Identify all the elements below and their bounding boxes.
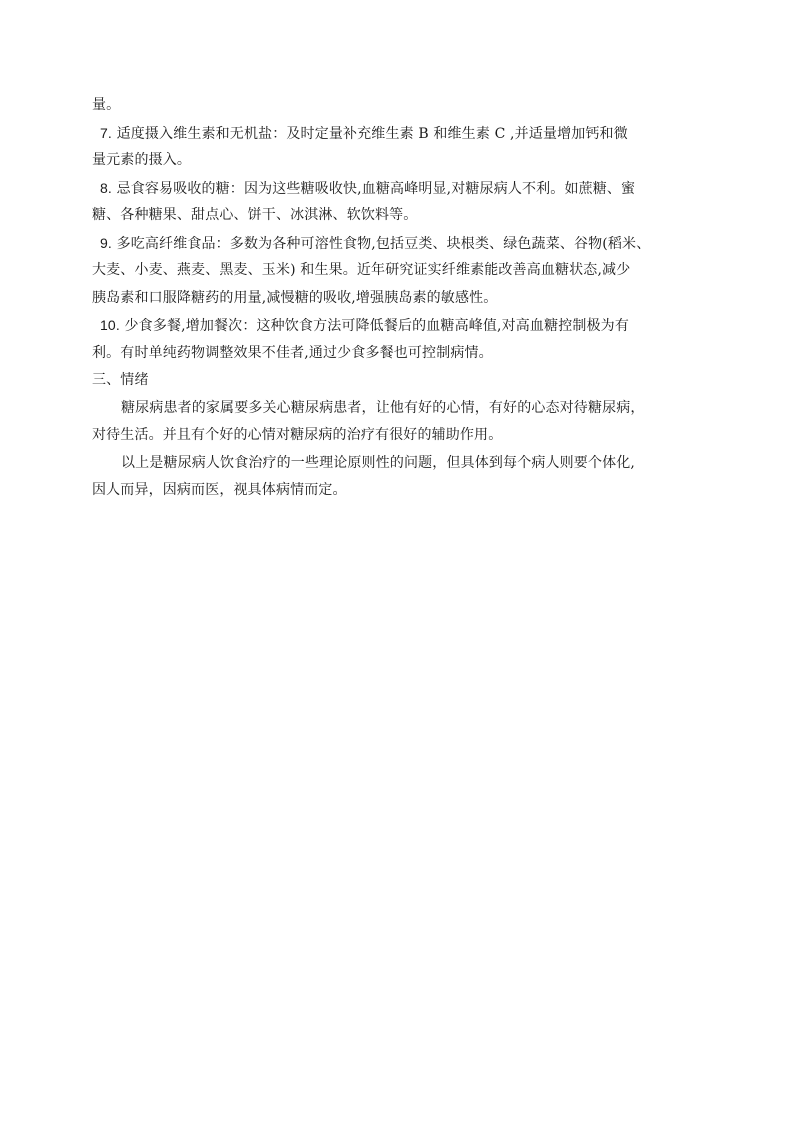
document-body xyxy=(92,92,712,505)
text-line xyxy=(92,120,712,148)
section-heading xyxy=(92,367,712,395)
list-number: 10. xyxy=(100,317,120,333)
list-item-8 xyxy=(92,175,712,230)
text-line xyxy=(92,175,712,203)
paragraph-conclusion xyxy=(92,450,712,505)
paragraph-continuation xyxy=(92,92,712,120)
list-item-text: 多吃高纤维食品：多数为各种可溶性食物,包括豆类、块根类、绿色蔬菜、谷物(稻米、 xyxy=(116,235,651,252)
list-number: 7. xyxy=(100,124,112,141)
text-line: 大麦、小麦、燕麦、黑麦、玉米) 和生果。近年研究证实纤维素能改善高血糖状态,减少 xyxy=(92,262,631,278)
text-line: 糖、各种糖果、甜点心、饼干、冰淇淋、软饮料等。 xyxy=(92,207,418,223)
text-line: 对待生活。并且有个好的心情对糖尿病的治疗有很好的辅助作用。 xyxy=(92,427,503,443)
text-line: 量元素的摄入。 xyxy=(92,152,192,168)
paragraph-emotion xyxy=(92,395,712,450)
list-number: 9. xyxy=(100,234,112,251)
text-line xyxy=(92,312,712,340)
list-item-10 xyxy=(92,312,712,367)
text-line: 因人而异，因病而医，视具体病情而定。 xyxy=(92,482,347,498)
text-line: 利。有时单纯药物调整效果不佳者,通过少食多餐也可控制病情。 xyxy=(92,344,493,361)
list-item-text: 忌食容易吸收的糖：因为这些糖吸收快,血糖高峰明显,对糖尿病人不利。如蔗糖、蜜 xyxy=(116,180,636,197)
list-item-9 xyxy=(92,230,712,313)
text-line xyxy=(92,230,712,258)
list-item-text: 适度摄入维生素和无机盐：及时定量补充维生素 B 和维生素 C ,并适量增加钙和微 xyxy=(116,125,628,142)
section-heading-text: 三、情绪 xyxy=(92,372,149,388)
text-line: 量。 xyxy=(92,97,121,113)
text-line: 以上是糖尿病人饮食治疗的一些理论原则性的问题，但具体到每个病人则要个体化, xyxy=(121,454,635,471)
list-item-text: 少食多餐,增加餐次：这种饮食方法可降低餐后的血糖高峰值,对高血糖控制极为有 xyxy=(124,318,629,334)
text-line: 胰岛素和口服降糖药的用量,减慢糖的吸收,增强胰岛素的敏感性。 xyxy=(92,289,498,306)
text-line: 糖尿病患者的家属要多关心糖尿病患者，让他有好的心情，有好的心态对待糖尿病， xyxy=(121,399,645,416)
list-number: 8. xyxy=(100,179,112,196)
list-item-7 xyxy=(92,120,712,175)
